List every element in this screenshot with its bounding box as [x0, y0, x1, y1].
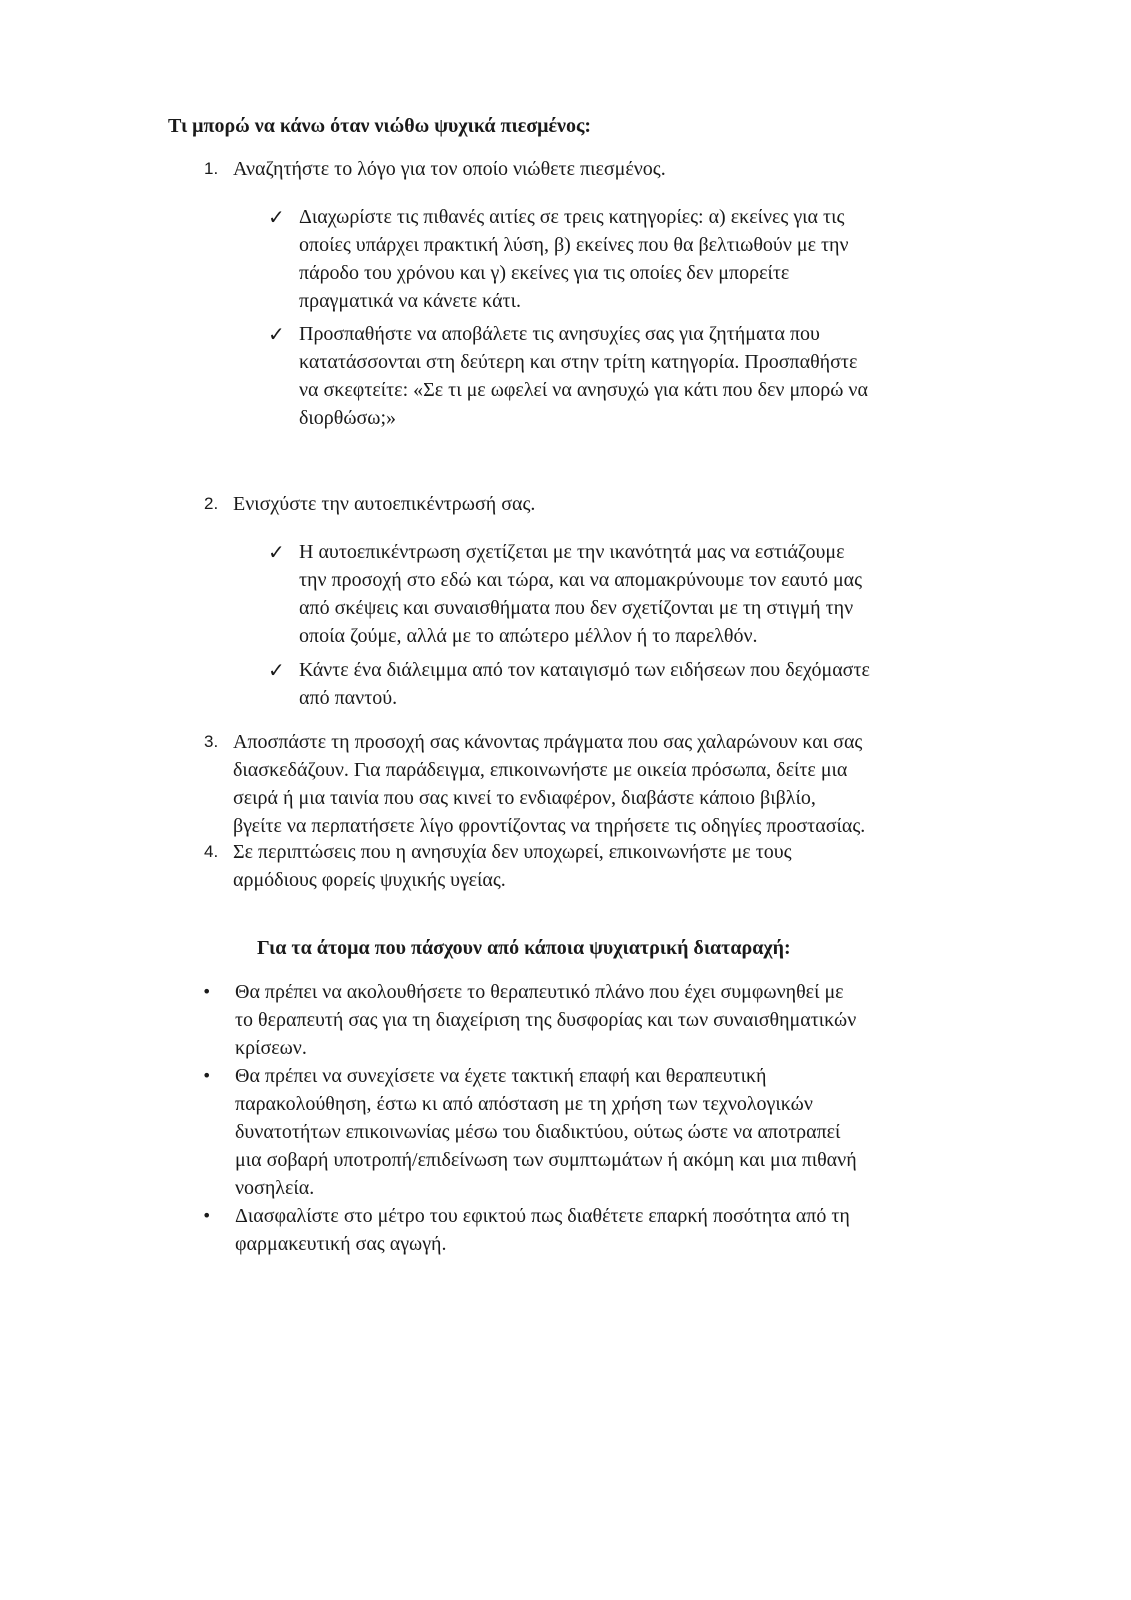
check-text-line: πραγματικά να κάνετε κάτι.	[299, 290, 521, 312]
section-title: Τι μπορώ να κάνω όταν νιώθω ψυχικά πιεσμένος:	[168, 115, 592, 137]
check-text-line: Η αυτοεπικέντρωση σχετίζεται με την ικανότητά μας να εστιάζουμε	[299, 541, 845, 563]
bullet-text-line: μια σοβαρή υποτροπή/επιδείνωση των συμπτωμάτων ή ακόμη και μια πιθανή	[235, 1149, 857, 1171]
check-text-line: κατατάσσονται στη δεύτερη και στην τρίτη κατηγορία. Προσπαθήστε	[299, 351, 858, 373]
check-text-line: από σκέψεις και συναισθήματα που δεν σχετίζονται με τη στιγμή την	[299, 597, 854, 619]
section-title: Για τα άτομα που πάσχουν από κάποια ψυχιατρική διαταραχή:	[257, 937, 791, 959]
bullet-text-line: το θεραπευτή σας για τη διαχείριση της δυσφορίας και των συναισθηματικών	[235, 1009, 857, 1031]
bullet-text-line: κρίσεων.	[235, 1037, 307, 1059]
bullet-text-line: δυνατοτήτων επικοινωνίας μέσω του διαδικτύου, ούτως ώστε να αποτραπεί	[235, 1121, 841, 1143]
check-text-line: από παντού.	[299, 687, 398, 709]
checkmark-icon: ✓	[268, 205, 285, 229]
bullet-icon: •	[202, 982, 212, 1001]
check-text-line: πάροδο του χρόνου και γ) εκείνες για τις οποίες δεν μπορείτε	[299, 262, 790, 284]
bullet-text-line: Διασφαλίστε στο μέτρο του εφικτού πως διαθέτετε επαρκή ποσότητα από τη	[235, 1205, 850, 1227]
item-text-line: σειρά ή μια ταινία που σας κινεί το ενδιαφέρον, διαβάστε κάποιο βιβλίο,	[233, 787, 816, 809]
item-text-line: διασκεδάζουν. Για παράδειγμα, επικοινωνήστε με οικεία πρόσωπα, δείτε μια	[233, 759, 848, 781]
item-text-line: Αναζητήστε το λόγο για τον οποίο νιώθετε πιεσμένος.	[233, 158, 666, 180]
item-number: 2.	[204, 494, 219, 513]
item-text-line: Ενισχύστε την αυτοεπικέντρωσή σας.	[233, 493, 536, 515]
item-text-line: Σε περιπτώσεις που η ανησυχία δεν υποχωρεί, επικοινωνήστε με τους	[233, 841, 792, 863]
check-text-line: Κάντε ένα διάλειμμα από τον καταιγισμό των ειδήσεων που δεχόμαστε	[299, 659, 870, 681]
bullet-text-line: Θα πρέπει να ακολουθήσετε το θεραπευτικό πλάνο που έχει συμφωνηθεί με	[235, 981, 844, 1003]
bullet-text-line: νοσηλεία.	[235, 1177, 315, 1199]
bullet-text-line: φαρμακευτική σας αγωγή.	[235, 1233, 447, 1255]
item-number: 1.	[204, 159, 219, 178]
check-text-line: διορθώσω;»	[299, 407, 397, 429]
bullet-text-line: Θα πρέπει να συνεχίσετε να έχετε τακτική επαφή και θεραπευτική	[235, 1065, 767, 1087]
item-text-line: αρμόδιους φορείς ψυχικής υγείας.	[233, 869, 506, 891]
check-text-line: Προσπαθήστε να αποβάλετε τις ανησυχίες σας για ζητήματα που	[299, 323, 820, 345]
check-text-line: να σκεφτείτε: «Σε τι με ωφελεί να ανησυχώ για κάτι που δεν μπορώ να	[299, 379, 868, 401]
item-number: 4.	[204, 842, 219, 861]
checkmark-icon: ✓	[268, 658, 285, 682]
check-text-line: την προσοχή στο εδώ και τώρα, και να απομακρύνουμε τον εαυτό μας	[299, 569, 863, 591]
bullet-text-line: παρακολούθηση, έστω κι από απόσταση με τη χρήση των τεχνολογικών	[235, 1093, 813, 1115]
checkmark-icon: ✓	[268, 322, 285, 346]
bullet-icon: •	[202, 1066, 212, 1085]
checkmark-icon: ✓	[268, 540, 285, 564]
item-number: 3.	[204, 732, 219, 751]
item-text-line: βγείτε να περπατήσετε λίγο φροντίζοντας να τηρήσετε τις οδηγίες προστασίας.	[233, 815, 866, 837]
check-text-line: οποία ζούμε, αλλά με το απώτερο μέλλον ή το παρελθόν.	[299, 625, 758, 647]
check-text-line: Διαχωρίστε τις πιθανές αιτίες σε τρεις κατηγορίες: α) εκείνες για τις	[299, 206, 845, 228]
item-text-line: Αποσπάστε τη προσοχή σας κάνοντας πράγματα που σας χαλαρώνουν και σας	[233, 731, 863, 753]
bullet-icon: •	[202, 1206, 212, 1225]
check-text-line: οποίες υπάρχει πρακτική λύση, β) εκείνες που θα βελτιωθούν με την	[299, 234, 849, 256]
